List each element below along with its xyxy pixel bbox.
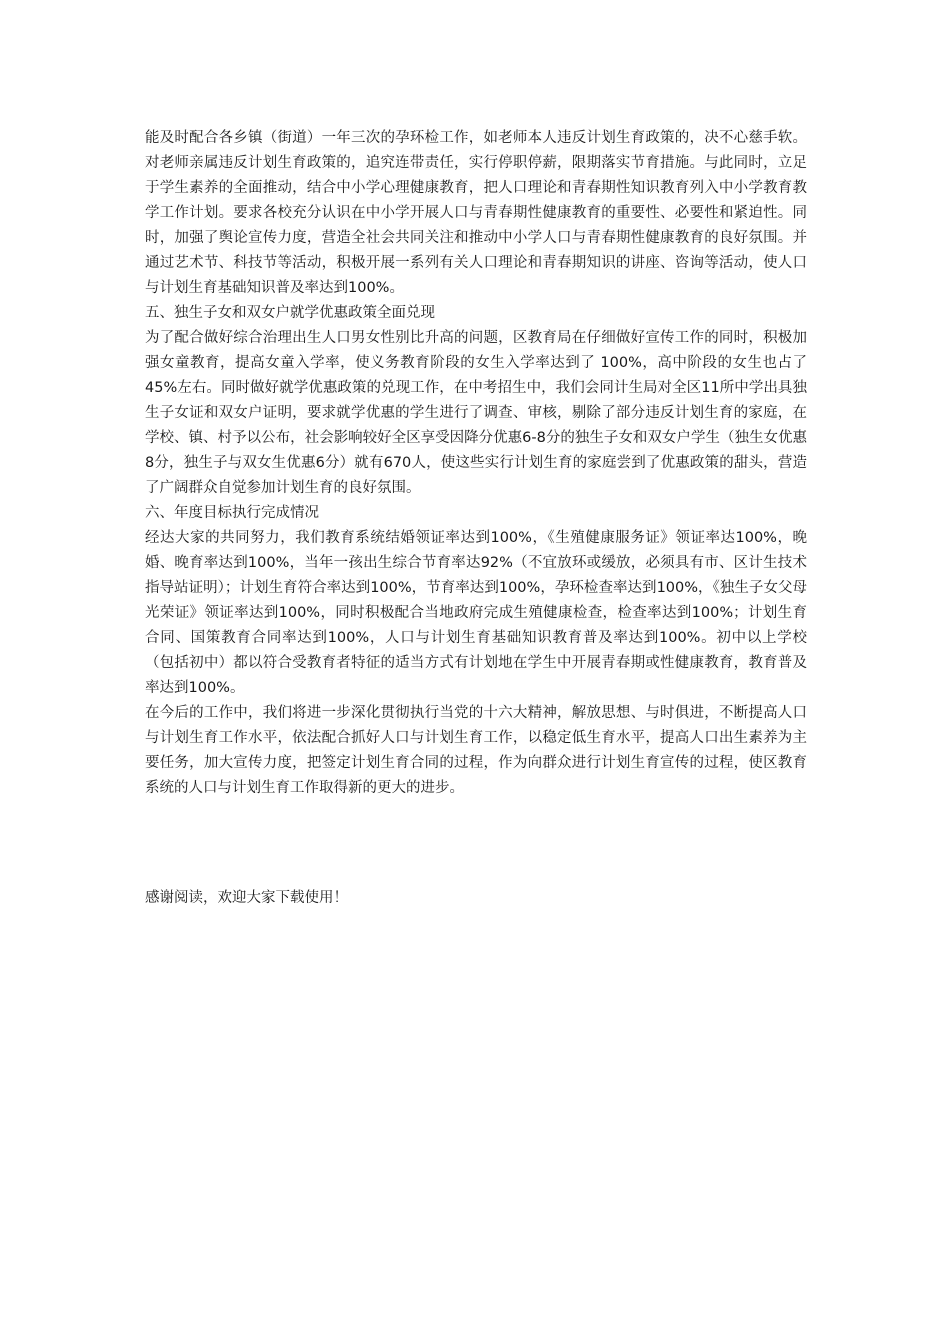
closing-thanks: 感谢阅读，欢迎大家下载使用！	[145, 890, 348, 906]
paragraph-future-work: 在今后的工作中，我们将进一步深化贯彻执行当党的十六大精神，解放思想、与时俱进，不断提高人口与计划生育工作水平，依法配合抓好人口与计划生育工作，以稳定低生育水平，提高人口出生素养为主要任务，加大宣传力度，把签定计划生育合同的过程，作为向群众进行计划生育宣传的过程，使区教育系统的人口与计划生育工作取得新的更大的进步。	[145, 705, 807, 796]
paragraph-enrollment-preferential: 为了配合做好综合治理出生人口男女性别比升高的问题，区教育局在仔细做好宣传工作的同时，积极加强女童教育，提高女童入学率，使义务教育阶段的女生入学率达到了 100%，高中阶段的女生也占了45%左右。同时做好就学优惠政策的兑现工作，在中考招生中，我们会同计生局对全区11所中学出具独生子女证和双女户证明，要求就学优惠的学生进行了调查、审核，剔除了部分违反计划生育的家庭，在学校、镇、村予以公布，社会影响较好全区享受因降分优惠6-8分的独生子女和双女户学生（独生女优惠8分，独生子与双女生优惠6分）就有670人，使这些实行计划生育的家庭尝到了优惠政策的甜头，营造了广阔群众自觉参加计划生育的良好氛围。	[145, 330, 807, 496]
section-heading-six: 六、年度目标执行完成情况	[145, 505, 319, 521]
document-body	[145, 126, 807, 801]
section-heading-five: 五、独生子女和双女户就学优惠政策全面兑现	[145, 305, 435, 321]
paragraph-policy-enforcement: 能及时配合各乡镇（街道）一年三次的孕环检工作，如老师本人违反计划生育政策的，决不心慈手软。对老师亲属违反计划生育政策的，追究连带责任，实行停职停薪，限期落实节育措施。与此同时，立足于学生素养的全面推动，结合中小学心理健康教育，把人口理论和青春期性知识教育列入中小学教育教学工作计划。要求各校充分认识在中小学开展人口与青春期性健康教育的重要性、必要性和紧迫性。同时，加强了舆论宣传力度，营造全社会共同关注和推动中小学人口与青春期性健康教育的良好氛围。并通过艺术节、科技节等活动，积极开展一系列有关人口理论和青春期知识的讲座、咨询等活动，使人口与计划生育基础知识普及率达到100%。	[145, 130, 807, 296]
paragraph-annual-targets: 经达大家的共同努力，我们教育系统结婚领证率达到100%，《生殖健康服务证》领证率达100%，晚婚、晚育率达到100%，当年一孩出生综合节育率达92%（不宜放环或缓放，必须具有市、区计生技术指导站证明）；计划生育符合率达到100%，节育率达到100%，孕环检查率达到100%，《独生子女父母光荣证》领证率达到100%，同时积极配合当地政府完成生殖健康检查，检查率达到100%；计划生育合同、国策教育合同率达到100%，人口与计划生育基础知识教育普及率达到100%。初中以上学校（包括初中）都以符合受教育者特征的适当方式有计划地在学生中开展青春期或性健康教育，教育普及率达到100%。	[145, 530, 807, 696]
